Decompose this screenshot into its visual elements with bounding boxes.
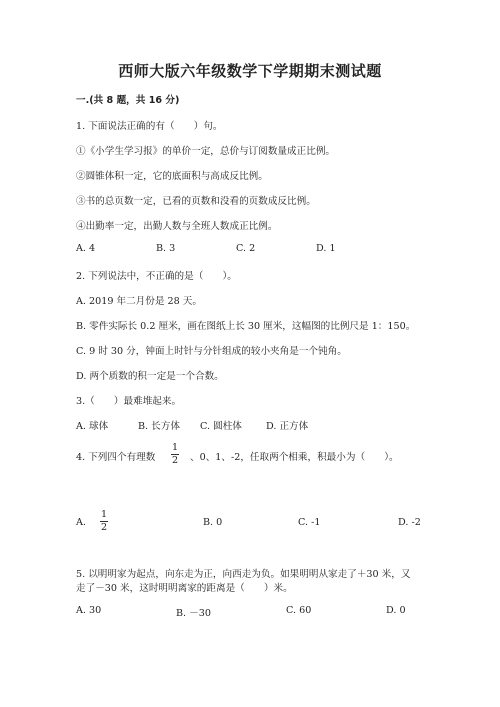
q2-option-c: C. 9 时 30 分，钟面上时针与分针组成的较小夹角是一个钝角。: [76, 346, 347, 357]
q4-fraction: [171, 443, 179, 466]
q4-fraction-denominator: 2: [171, 455, 179, 466]
q3-option-b: B. 长方体: [138, 421, 180, 432]
page-title: 西师大版六年级数学下学期期末测试题: [118, 62, 382, 80]
q4-option-a-denominator: 2: [100, 522, 108, 533]
q1-stem: 1. 下面说法正确的有（ ）句。: [76, 121, 223, 132]
q3-option-d: D. 正方体: [266, 421, 309, 432]
q1-option-b: B. 3: [156, 243, 176, 254]
q4-fraction-numerator: 1: [171, 442, 179, 453]
q4-option-c: C. -1: [298, 517, 321, 528]
section-heading: 一.(共 8 题，共 16 分): [76, 95, 180, 106]
q1-option-d: D. 1: [316, 243, 336, 254]
q1-statement-2: ②圆锥体积一定，它的底面积与高成反比例。: [76, 171, 268, 182]
q1-statement-1: ①《小学生学习报》的单价一定，总价与订阅数量成正比例。: [76, 146, 336, 157]
q1-option-a: A. 4: [76, 243, 96, 254]
q5-stem-line-2: 走了－30 米，这时明明离家的距离是（ ）米。: [76, 583, 293, 594]
q2-stem: 2. 下列说法中，不正确的是（ ）。: [76, 271, 237, 282]
q4-option-a-fraction: [100, 510, 108, 533]
q3-option-a: A. 球体: [76, 421, 109, 432]
q4-stem-before: 4. 下列四个有理数: [76, 452, 156, 463]
q5-option-b: B. －30: [176, 608, 211, 619]
q4-option-b: B. 0: [203, 517, 223, 528]
q5-stem-line-1: 5. 以明明家为起点，向东走为正，向西走为负。如果明明从家走了＋30 米，又: [76, 569, 411, 580]
q4-option-a: A.: [76, 517, 86, 528]
q2-option-b: B. 零件实际长 0.2 厘米，画在图纸上长 30 厘米，这幅图的比例尺是 1：150。: [76, 321, 416, 332]
q5-option-d: D. 0: [386, 605, 406, 616]
q4-option-d: D. -2: [398, 517, 421, 528]
q1-statement-4: ④出勤率一定，出勤人数与全班人数成正比例。: [76, 221, 278, 232]
q1-option-c: C. 2: [236, 243, 256, 254]
q1-statement-3: ③书的总页数一定，已看的页数和没看的页数成反比例。: [76, 196, 316, 207]
q5-option-c: C. 60: [286, 605, 312, 616]
q5-option-a: A. 30: [76, 605, 102, 616]
q2-option-a: A. 2019 年二月份是 28 天。: [76, 296, 202, 307]
q3-option-c: C. 圆柱体: [200, 421, 242, 432]
q3-stem: 3.（ ）最难堆起来。: [76, 396, 182, 407]
q4-option-a-numerator: 1: [100, 509, 108, 520]
q4-stem-after: 、0、1、-2，任取两个相乘，积最小为（ ）。: [190, 452, 399, 463]
q2-option-d: D. 两个质数的积一定是一个合数。: [76, 371, 224, 382]
